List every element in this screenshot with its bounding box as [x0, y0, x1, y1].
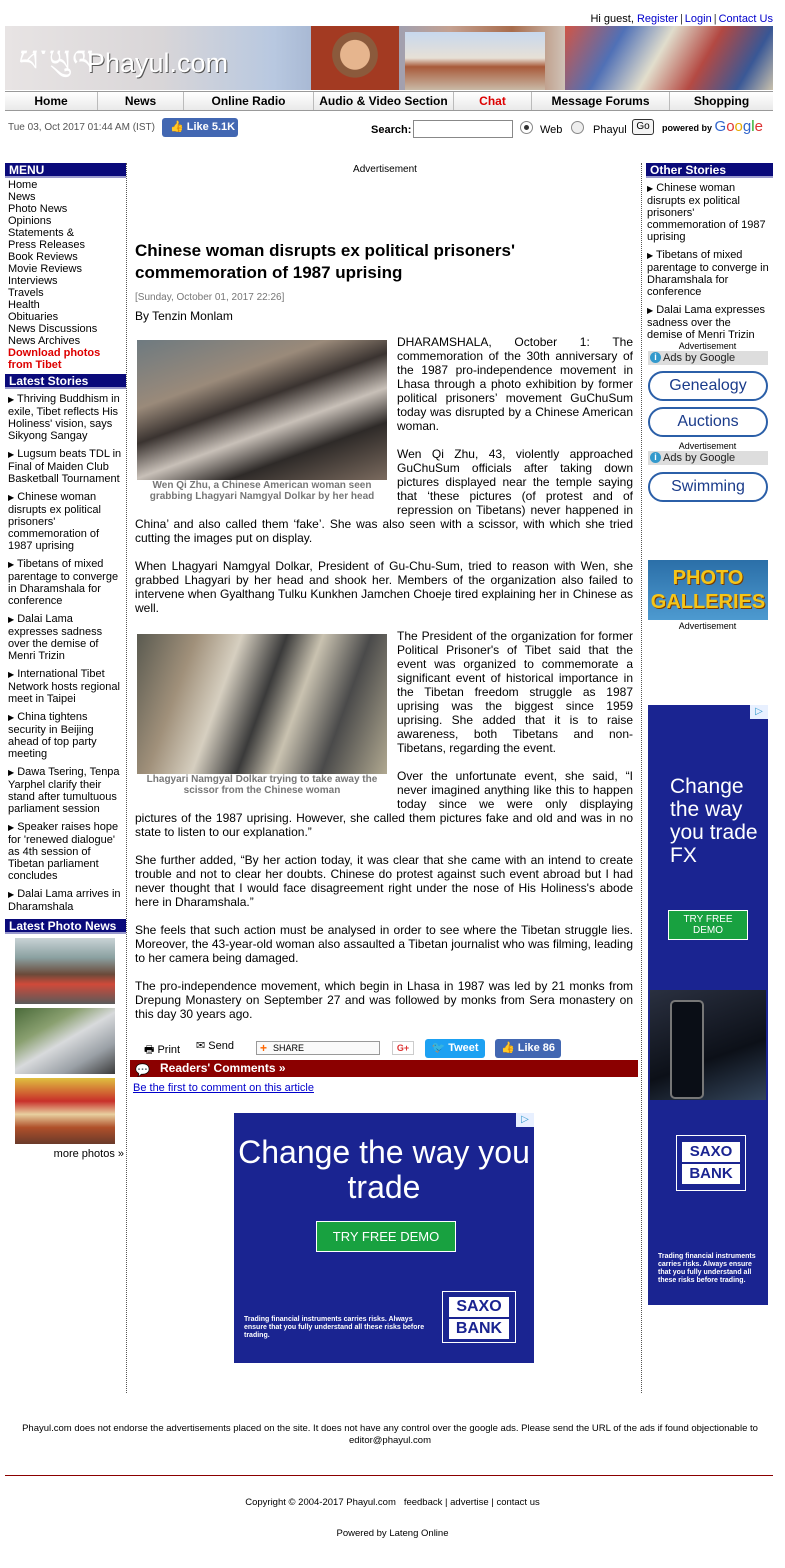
bullet-triangle-icon: ▶	[647, 184, 654, 193]
latest-story[interactable]: ▶ Lugsum beats TDL in Final of Maiden Club Basketball Tournament	[8, 448, 122, 485]
powered-by-credit: Powered by Lateng Online	[336, 1528, 449, 1539]
menu-item-book-reviews[interactable]: Book Reviews	[8, 251, 78, 263]
search-input[interactable]	[413, 120, 513, 138]
print-button[interactable]: 🖶 Print	[144, 1044, 181, 1056]
nav-news[interactable]: News	[97, 92, 183, 110]
saxo-bank-ad[interactable]	[234, 1113, 534, 1363]
latest-photo-news-header: Latest Photo News	[5, 919, 126, 934]
article-paragraph: DHARAMSHALA, October 1: The commemoration of the 30th anniversary of the 1987 pro-independence movement in Lhasa through a photo exhibition by former political prisoners’ movement GuChuSum today was disrupted by a Chinese American woman.	[397, 335, 633, 433]
site-logo[interactable]: Phayul.com	[87, 48, 229, 78]
ad-try-demo-button[interactable]: TRY FREE DEMO	[316, 1221, 456, 1252]
search-web-radio[interactable]	[520, 121, 533, 134]
menu-item-opinions[interactable]: Opinions	[8, 215, 52, 227]
bullet-triangle-icon: ▶	[8, 890, 15, 899]
copyright-line: Copyright © 2004-2017 Phayul.com feedback | advertise | contact us	[245, 1497, 540, 1508]
trading-platform-image	[650, 990, 766, 1100]
menu-item-press-releases[interactable]: Press Releases	[8, 239, 86, 251]
bullet-triangle-icon: ▶	[8, 395, 15, 404]
latest-stories-list	[5, 389, 126, 919]
other-story[interactable]: ▶ Tibetans of mixed parentage to converge in Dharamshala for conference	[647, 249, 769, 298]
latest-story[interactable]: ▶ Tibetans of mixed parentage to converge in Dharamshala for conference	[8, 558, 119, 607]
addthis-share-button[interactable]: + SHARE	[256, 1041, 380, 1055]
banner-palace-image	[405, 32, 545, 90]
powered-by-google	[662, 118, 763, 135]
logo-tibetan-script: ཕ་ཡུལ	[19, 44, 96, 79]
latest-story[interactable]: ▶ Thriving Buddhism in exile, Tibet reflects His Holiness' vision, says Sikyong Sangay	[8, 393, 120, 442]
feedback-link[interactable]: feedback	[403, 1497, 443, 1508]
more-photos-link[interactable]: more photos »	[53, 1148, 124, 1160]
article-figure	[135, 634, 389, 796]
facebook-like-button[interactable]	[162, 118, 238, 137]
article-paragraph: The pro-independence movement, which begin in Lhasa in 1987 was led by 21 monks from Drepung Monastery on September 27 and was followed by monks from Sera monastery on this day 30 years ago.	[135, 979, 633, 1021]
ad-try-demo-button[interactable]: TRY FREE DEMO	[668, 910, 748, 940]
latest-story[interactable]: ▶ Chinese woman disrupts ex political prisoners' commemoration of 1987 uprising	[8, 491, 101, 552]
ad-disclaimer: Trading financial instruments carries risks. Always ensure that you fully understand all these risks before trading.	[658, 1253, 756, 1284]
login-link[interactable]: Login	[684, 13, 712, 25]
article-paragraph: The President of the organization for former Political Prisoner's of Tibet said that the event was organized to commemorate a significant event of historical importance in the Tibetan freedom struggle as 1987 uprising was the biggest since 1959 uprising. She added that it is to raise awareness, both Tibetans and non-Tibetans, regarding the event.	[397, 629, 633, 755]
saxo-bank-logo: SAXO BANK	[442, 1291, 516, 1343]
ad-info-icon[interactable]: ▷	[750, 705, 768, 719]
menu-item-news-archives[interactable]: News Archives	[8, 335, 81, 347]
search-label: Search:	[371, 124, 412, 136]
account-links: Hi guest, Register | Login | Contact Us	[590, 13, 773, 25]
printer-icon: 🖶	[144, 1044, 155, 1056]
article-paragraph: Over the unfortunate event, she said, “I never imagined anything like this to happen today since we were only displaying pictures of the 1987 uprising. However, she called them pictures fake and old and was in no state to listen to our explanation.”	[135, 769, 633, 839]
article-paragraph: She feels that such action must be analysed in order to see where the Tibetan struggle lies. Moreover, the 43-year-old woman also assaulted a Tibetan journalist who was filming, leading to her camera being damaged.	[135, 923, 633, 965]
menu-item-download-photos[interactable]: Download photos from Tibet	[8, 347, 101, 371]
article-column	[130, 163, 640, 1339]
menu-item-obituaries[interactable]: Obituaries	[8, 311, 59, 323]
article-figure	[135, 340, 389, 502]
left-sidebar	[5, 163, 127, 1393]
google-logo: Google	[714, 118, 763, 135]
contact-us-footer-link[interactable]: contact us	[496, 1497, 540, 1508]
thumbs-up-icon: 👍	[170, 121, 184, 133]
tweet-button[interactable]: 🐦 Tweet	[425, 1039, 485, 1058]
ad-disclaimer: Trading financial instruments carries risks. Always ensure that you fully understand all these risks before trading.	[244, 1316, 425, 1339]
current-date: Tue 03, Oct 2017 01:44 AM (IST)	[8, 122, 155, 133]
ad-link-auctions[interactable]: Auctions	[648, 407, 768, 437]
search-go-button[interactable]: Go	[632, 119, 654, 135]
article-byline: By Tenzin Monlam	[135, 309, 233, 323]
search-phayul-label: Phayul	[593, 124, 627, 136]
menu-item-interviews[interactable]: Interviews	[8, 275, 58, 287]
search-web-label: Web	[540, 124, 563, 136]
latest-story[interactable]: ▶ China tightens security in Beijing ahead of top party meeting	[8, 711, 97, 760]
other-stories-list	[642, 178, 773, 347]
nav-chat[interactable]: Chat	[453, 92, 531, 110]
menu-item-home[interactable]: Home	[8, 179, 38, 191]
main-nav	[5, 91, 773, 111]
copyright-text: Copyright © 2004-2017 Phayul.com	[245, 1497, 396, 1508]
site-banner[interactable]	[5, 26, 773, 90]
photo-news-thumbnail[interactable]	[15, 938, 115, 1004]
contact-us-link[interactable]: Contact Us	[718, 13, 773, 25]
other-story[interactable]: ▶ Chinese woman disrupts ex political prisoners' commemoration of 1987 uprising	[647, 182, 766, 243]
facebook-like-article-button[interactable]: 👍 Like 86	[495, 1039, 561, 1058]
bullet-triangle-icon: ▶	[8, 615, 15, 624]
nav-online-radio[interactable]: Online Radio	[183, 92, 313, 110]
article-photo[interactable]	[137, 340, 387, 480]
menu-item-health[interactable]: Health	[8, 299, 40, 311]
ad-info-icon[interactable]: ▷	[516, 1113, 534, 1127]
advertise-link[interactable]: advertise	[450, 1497, 489, 1508]
menu-list	[5, 178, 126, 372]
nav-message-forums[interactable]: Message Forums	[531, 92, 669, 110]
menu-item-travels[interactable]: Travels	[8, 287, 44, 299]
banner-protest-image	[565, 26, 773, 90]
latest-story[interactable]: ▶ Speaker raises hope for 'renewed dialogue' as 4th session of Tibetan parliament concludes	[8, 821, 119, 882]
advertisement-label: Advertisement	[678, 341, 737, 351]
ad-link-genealogy[interactable]: Genealogy	[648, 371, 768, 401]
article-date: [Sunday, October 01, 2017 22:26]	[135, 292, 285, 303]
latest-story[interactable]: ▶ Dawa Tsering, Tenpa Yarphel clarify their stand after tumultuous parliament session	[8, 766, 120, 815]
bullet-triangle-icon: ▶	[647, 251, 654, 260]
bullet-triangle-icon: ▶	[8, 560, 15, 569]
article-photo[interactable]	[137, 634, 387, 774]
readers-comments-header[interactable]: 💬 Readers' Comments »	[130, 1060, 638, 1077]
article-title: Chinese woman disrupts ex political prisoners' commemoration of 1987 uprising	[135, 241, 516, 282]
ad-link-swimming[interactable]: Swimming	[648, 472, 768, 502]
other-story[interactable]: ▶ Dalai Lama expresses sadness over the demise of Menri Trizin	[647, 304, 766, 341]
article-paragraph: Wen Qi Zhu, 43, violently approached GuChuSum officials after taking down pictures displayed near the temple saying that ‘these pictures (of protest and of repression on Tibetans) never happened in China’ and also called them ‘fake’. She was also seen with a scissor, with which she tried cutting the images put on display.	[135, 447, 633, 545]
saxo-bank-logo: SAXO BANK	[676, 1135, 746, 1191]
footer-divider	[5, 1475, 773, 1476]
menu-item-photo-news[interactable]: Photo News	[8, 203, 68, 215]
article-body	[135, 335, 633, 1035]
powered-by-label: powered by	[662, 123, 713, 133]
bullet-triangle-icon: ▶	[8, 713, 15, 722]
article-paragraph: She further added, “By her action today, it was clear that she came with an intend to create trouble and not to clear her doubts. Chinese do protest against such event abroad but I had never thought that I would face disagreement right under the nose of His Holiness's abode here in Dharamshala.”	[135, 853, 633, 909]
twitter-bird-icon: 🐦	[431, 1042, 446, 1054]
ads-by-google-label[interactable]: i Ads by Google	[648, 351, 768, 365]
latest-story[interactable]: ▶ International Tibet Network hosts regional meet in Taipei	[8, 668, 120, 705]
ad-headline: Change the way you trade	[238, 1134, 530, 1205]
menu-item-movie-reviews[interactable]: Movie Reviews	[8, 263, 82, 275]
advertisement-label: Advertisement	[678, 621, 737, 631]
share-toolbar	[144, 1039, 624, 1059]
latest-stories-header: Latest Stories	[5, 374, 126, 389]
envelope-icon: ✉	[196, 1040, 206, 1052]
first-comment-link[interactable]: Be the first to comment on this article	[133, 1082, 314, 1094]
menu-item-statements[interactable]: Statements &	[8, 227, 75, 239]
photo-caption: Wen Qi Zhu, a Chinese American woman seen grabbing Lhagyari Namgyal Dolkar by her head	[149, 480, 375, 502]
latest-story[interactable]: ▶ Dalai Lama expresses sadness over the demise of Menri Trizin	[8, 613, 103, 662]
register-link[interactable]: Register	[636, 13, 678, 25]
photo-news-thumbnail[interactable]	[15, 1078, 115, 1144]
other-stories-header: Other Stories	[646, 163, 773, 178]
photo-news-thumbnail[interactable]	[15, 1008, 115, 1074]
ad-headline: Change the way you trade FX	[670, 775, 758, 867]
bullet-triangle-icon: ▶	[647, 306, 654, 315]
bullet-triangle-icon: ▶	[8, 493, 15, 502]
menu-item-news-discussions[interactable]: News Discussions	[8, 323, 98, 335]
search-phayul-radio[interactable]	[571, 121, 584, 134]
menu-header: MENU	[5, 163, 126, 178]
comment-bubbles-icon: 💬	[135, 1063, 150, 1077]
photo-caption: Lhagyari Namgyal Dolkar trying to take away the scissor from the Chinese woman	[146, 774, 378, 796]
advertisement-label: Advertisement	[353, 164, 417, 175]
article-paragraph: When Lhagyari Namgyal Dolkar, President of Gu-Chu-Sum, tried to reason with Wen, she grabbed Lhagyari by her head and shook her. Members of the organization also failed to intervene when Gyalthang Tulku Kunkhen Jamchen Choeje tired explaining her in Chinese as well.	[135, 559, 633, 615]
thumbs-up-icon: 👍	[500, 1042, 515, 1054]
photo-galleries-banner[interactable]: PHOTO GALLERIES	[648, 560, 768, 620]
greeting-text: Hi guest,	[590, 13, 634, 25]
bullet-triangle-icon: ▶	[8, 768, 15, 777]
right-sidebar	[641, 163, 773, 1393]
send-button[interactable]: ✉ Send	[196, 1040, 234, 1052]
advertisement-label: Advertisement	[678, 441, 737, 451]
ads-by-google-label[interactable]: i Ads by Google	[648, 451, 768, 465]
banner-portrait-image	[311, 26, 399, 90]
nav-shopping[interactable]: Shopping	[669, 92, 773, 110]
like-count: Like 5.1K	[186, 121, 236, 133]
google-plus-button[interactable]: G+	[392, 1041, 414, 1055]
saxo-bank-skyscraper-ad[interactable]	[648, 705, 768, 1305]
nav-home[interactable]: Home	[34, 94, 68, 108]
latest-story[interactable]: ▶ Dalai Lama arrives in Dharamshala	[8, 888, 121, 913]
nav-audio-video[interactable]: Audio & Video Section	[313, 92, 453, 110]
menu-item-news[interactable]: News	[8, 191, 36, 203]
ads-disclaimer: Phayul.com does not endorse the advertisements placed on the site. It does not have any control over the google ads. Please send the URL of the ads if found objectionable to editor@phayul.com	[22, 1423, 758, 1446]
bullet-triangle-icon: ▶	[8, 450, 15, 459]
bullet-triangle-icon: ▶	[8, 823, 15, 832]
bullet-triangle-icon: ▶	[8, 670, 15, 679]
